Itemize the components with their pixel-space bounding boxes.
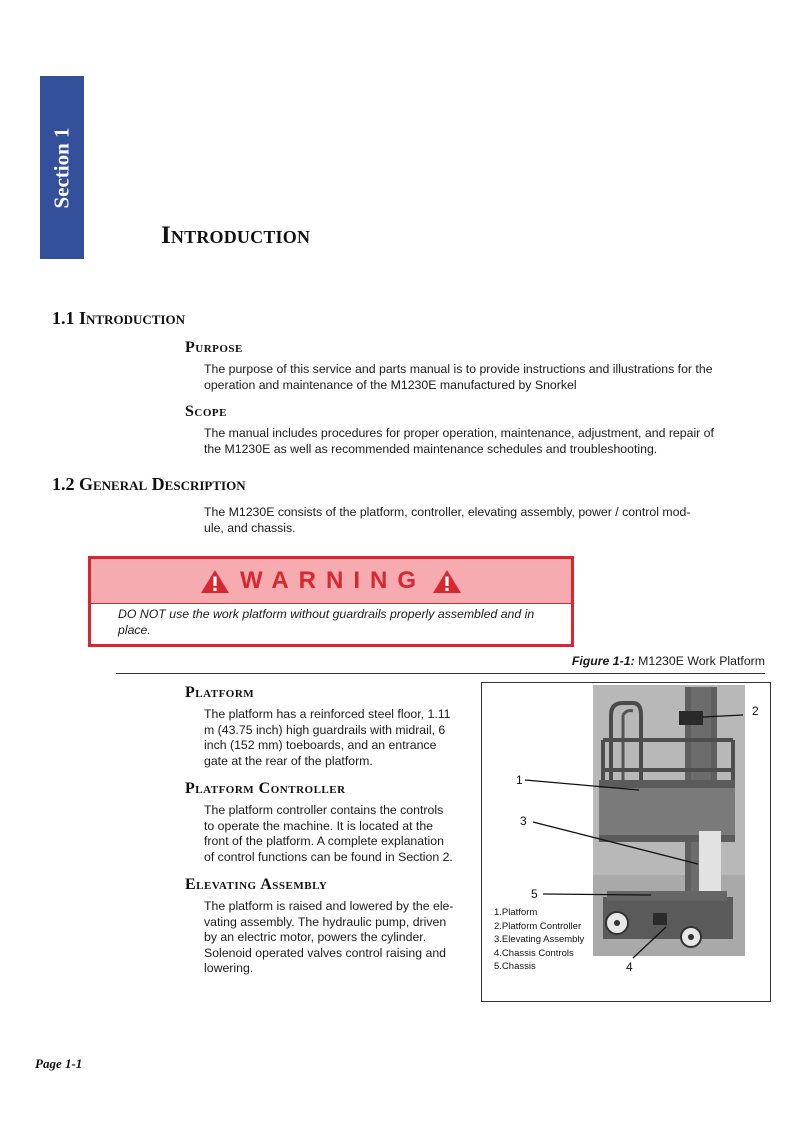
section-heading-1-2: 1.2 General Description — [52, 474, 246, 494]
callout-3: 3 — [520, 814, 527, 828]
warning-line: place. — [118, 623, 151, 637]
legend-item: 4.Chassis Controls — [494, 947, 574, 959]
callout-1: 1 — [516, 773, 523, 787]
elevating-assembly-line: lowering. — [204, 961, 254, 975]
legend-item: 5.Chassis — [494, 961, 536, 973]
page-title: Introduction — [161, 222, 311, 249]
warning-band — [91, 559, 571, 604]
purpose-line: operation and maintenance of the M1230E manufactured by Snorkel — [204, 377, 577, 392]
platform-line: inch (152 mm) toeboards, and an entrance — [204, 738, 437, 752]
warning-box — [88, 556, 574, 647]
figure-label: Figure 1-1: — [571, 654, 635, 668]
platform-line: m (43.75 inch) high guardrails with midrail, 6 — [204, 722, 446, 737]
warning-triangle-icon — [200, 568, 230, 595]
warning-line: DO NOT use the work platform without guardrails properly assembled and in — [118, 607, 535, 621]
callout-4: 4 — [626, 960, 633, 974]
elevating-assembly-line: Solenoid operated valves control raising and — [204, 945, 446, 960]
purpose-heading: Purpose — [185, 339, 243, 356]
page-number: Page 1-1 — [35, 1056, 83, 1071]
general-description-line: The M1230E consists of the platform, controller, elevating assembly, power / control mod- — [204, 505, 691, 519]
platform-controller-line: front of the platform. A complete explanation — [204, 834, 444, 848]
callout-5: 5 — [531, 887, 538, 901]
general-description-text — [204, 505, 690, 536]
scope-line: The manual includes procedures for proper operation, maintenance, adjustment, and repair of — [204, 426, 714, 440]
section-heading-1-1: 1.1 Introduction — [52, 308, 185, 328]
platform-controller-line: of control functions can be found in Section 2. — [204, 849, 453, 864]
legend-item: 3.Elevating Assembly — [494, 934, 585, 946]
platform-heading: Platform — [185, 684, 255, 701]
platform-line: The platform has a reinforced steel floor, 1.11 — [204, 707, 451, 721]
general-description-line: ule, and chassis. — [204, 520, 296, 535]
warning-text — [118, 606, 566, 638]
elevating-assembly-line: The platform is raised and lowered by the ele- — [204, 899, 454, 913]
platform-text — [204, 707, 451, 769]
platform-controller-heading: Platform Controller — [185, 780, 346, 797]
elevating-assembly-line: by an electric motor, powers the cylinder. — [204, 930, 427, 944]
scope-heading: Scope — [185, 403, 227, 420]
figure-rule — [116, 673, 765, 674]
warning-triangle-icon — [432, 568, 462, 595]
warning-title: WARNING — [240, 567, 426, 594]
scope-line: the M1230E as well as recommended maintenance schedules and troubleshooting. — [204, 441, 658, 456]
legend-item: 1.Platform — [494, 907, 538, 918]
platform-controller-text — [204, 803, 453, 865]
elevating-assembly-heading: Elevating Assembly — [185, 876, 328, 893]
figure-legend — [494, 906, 584, 974]
scope-text — [204, 426, 714, 457]
purpose-line: The purpose of this service and parts manual is to provide instructions and illustrations for the — [204, 362, 713, 376]
figure-title: M1230E Work Platform — [638, 654, 765, 668]
section-tab-label: Section 1 — [49, 126, 74, 209]
legend-item: 2.Platform Controller — [494, 920, 582, 932]
callout-2: 2 — [752, 704, 759, 718]
figure-caption — [572, 654, 765, 668]
elevating-assembly-line: vating assembly. The hydraulic pump, driven — [204, 914, 447, 929]
platform-controller-line: to operate the machine. It is located at the — [204, 818, 433, 833]
purpose-text — [204, 362, 713, 393]
elevating-assembly-text — [204, 899, 453, 977]
section-tab — [40, 76, 84, 259]
platform-controller-line: The platform controller contains the controls — [204, 803, 444, 817]
platform-line: gate at the rear of the platform. — [204, 753, 373, 768]
